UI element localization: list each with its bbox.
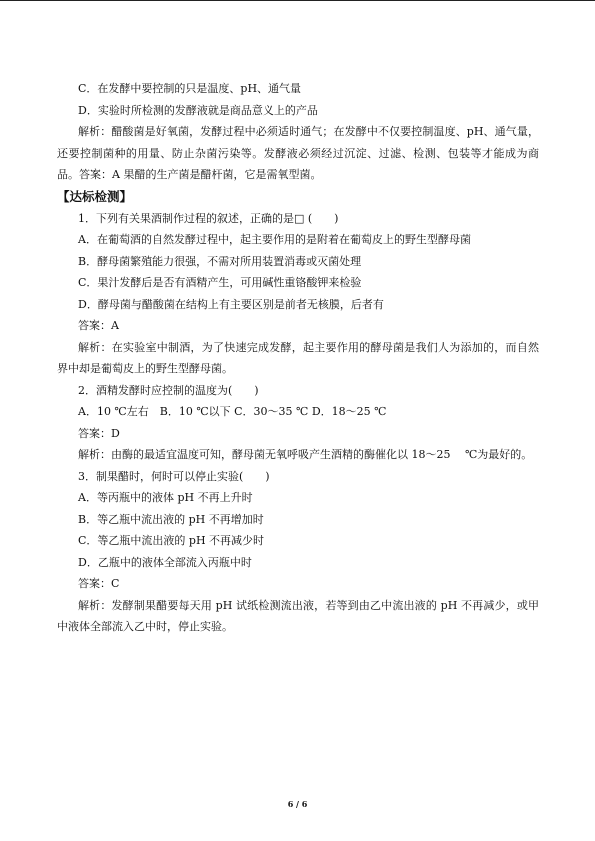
q3-analysis: 解析：发酵制果醋要每天用 pH 试纸检测流出液，若等到由乙中流出液的 pH 不再减少，或甲中液体全部流入乙中时，停止实验。 bbox=[57, 598, 539, 633]
q2-options: A．10 ℃左右 B．10 ℃以下 C．30～35 ℃ D．18～25 ℃ bbox=[78, 405, 387, 418]
page-number: 6 / 6 bbox=[287, 799, 308, 809]
q1-option-d: D．酵母菌与醋酸菌在结构上有主要区别是前者无核膜，后者有 bbox=[78, 297, 384, 311]
q3-answer: 答案：C bbox=[78, 577, 120, 590]
q2-answer: 答案：D bbox=[78, 426, 120, 440]
q2-stem: 2．酒精发酵时应控制的温度为( ) bbox=[78, 383, 259, 397]
q3-option-d: D．乙瓶中的液体全部流入丙瓶中时 bbox=[78, 555, 252, 569]
q1-option-a: A．在葡萄酒的自然发酵过程中，起主要作用的是附着在葡萄皮上的野生型酵母菌 bbox=[78, 233, 471, 246]
q1-analysis: 解析：在实验室中制酒，为了快速完成发酵，起主要作用的酵母菌是我们人为添加的，而自然界中却是葡萄皮上的野生型酵母菌。 bbox=[57, 340, 539, 375]
q1-option-b: B．酵母菌繁殖能力很强，不需对所用装置消毒或灭菌处理 bbox=[78, 254, 362, 268]
prev-option-d: D．实验时所检测的发酵液就是商品意义上的产品 bbox=[78, 103, 318, 117]
q3-option-c: C．等乙瓶中流出液的 pH 不再减少时 bbox=[78, 534, 265, 547]
q2-analysis: 解析：由酶的最适宜温度可知，酵母菌无氧呼吸产生酒精的酶催化以 18～25 ℃为最好的。 bbox=[78, 448, 533, 461]
prev-analysis: 解析：醋酸菌是好氧菌，发酵过程中必须适时通气；在发酵中不仅要控制温度、pH、通气量，还要控制菌种的用量、防止杂菌污染等。发酵液必须经过沉淀、过滤、检测、包装等才能成为商品。答案：A 果醋的生产菌是醋杆菌，它是需氧型菌。 bbox=[57, 125, 539, 181]
q1-option-c: C．果汁发酵后是否有酒精产生，可用碱性重铬酸钾来检验 bbox=[78, 276, 362, 289]
q3-stem: 3．制果醋时，何时可以停止实验( ) bbox=[78, 469, 270, 483]
document-body bbox=[57, 78, 539, 638]
section-title: 【达标检测】 bbox=[57, 188, 133, 204]
q3-option-a: A．等丙瓶中的液体 pH 不再上升时 bbox=[78, 491, 253, 504]
q1-stem: 1．下列有关果酒制作过程的叙述，正确的是□ ( ) bbox=[78, 211, 339, 225]
prev-option-c: C．在发酵中要控制的只是温度、pH、通气量 bbox=[78, 82, 302, 95]
q3-option-b: B．等乙瓶中流出液的 pH 不再增加时 bbox=[78, 512, 264, 526]
q1-answer: 答案：A bbox=[78, 319, 119, 332]
top-border-line bbox=[0, 0, 595, 1]
